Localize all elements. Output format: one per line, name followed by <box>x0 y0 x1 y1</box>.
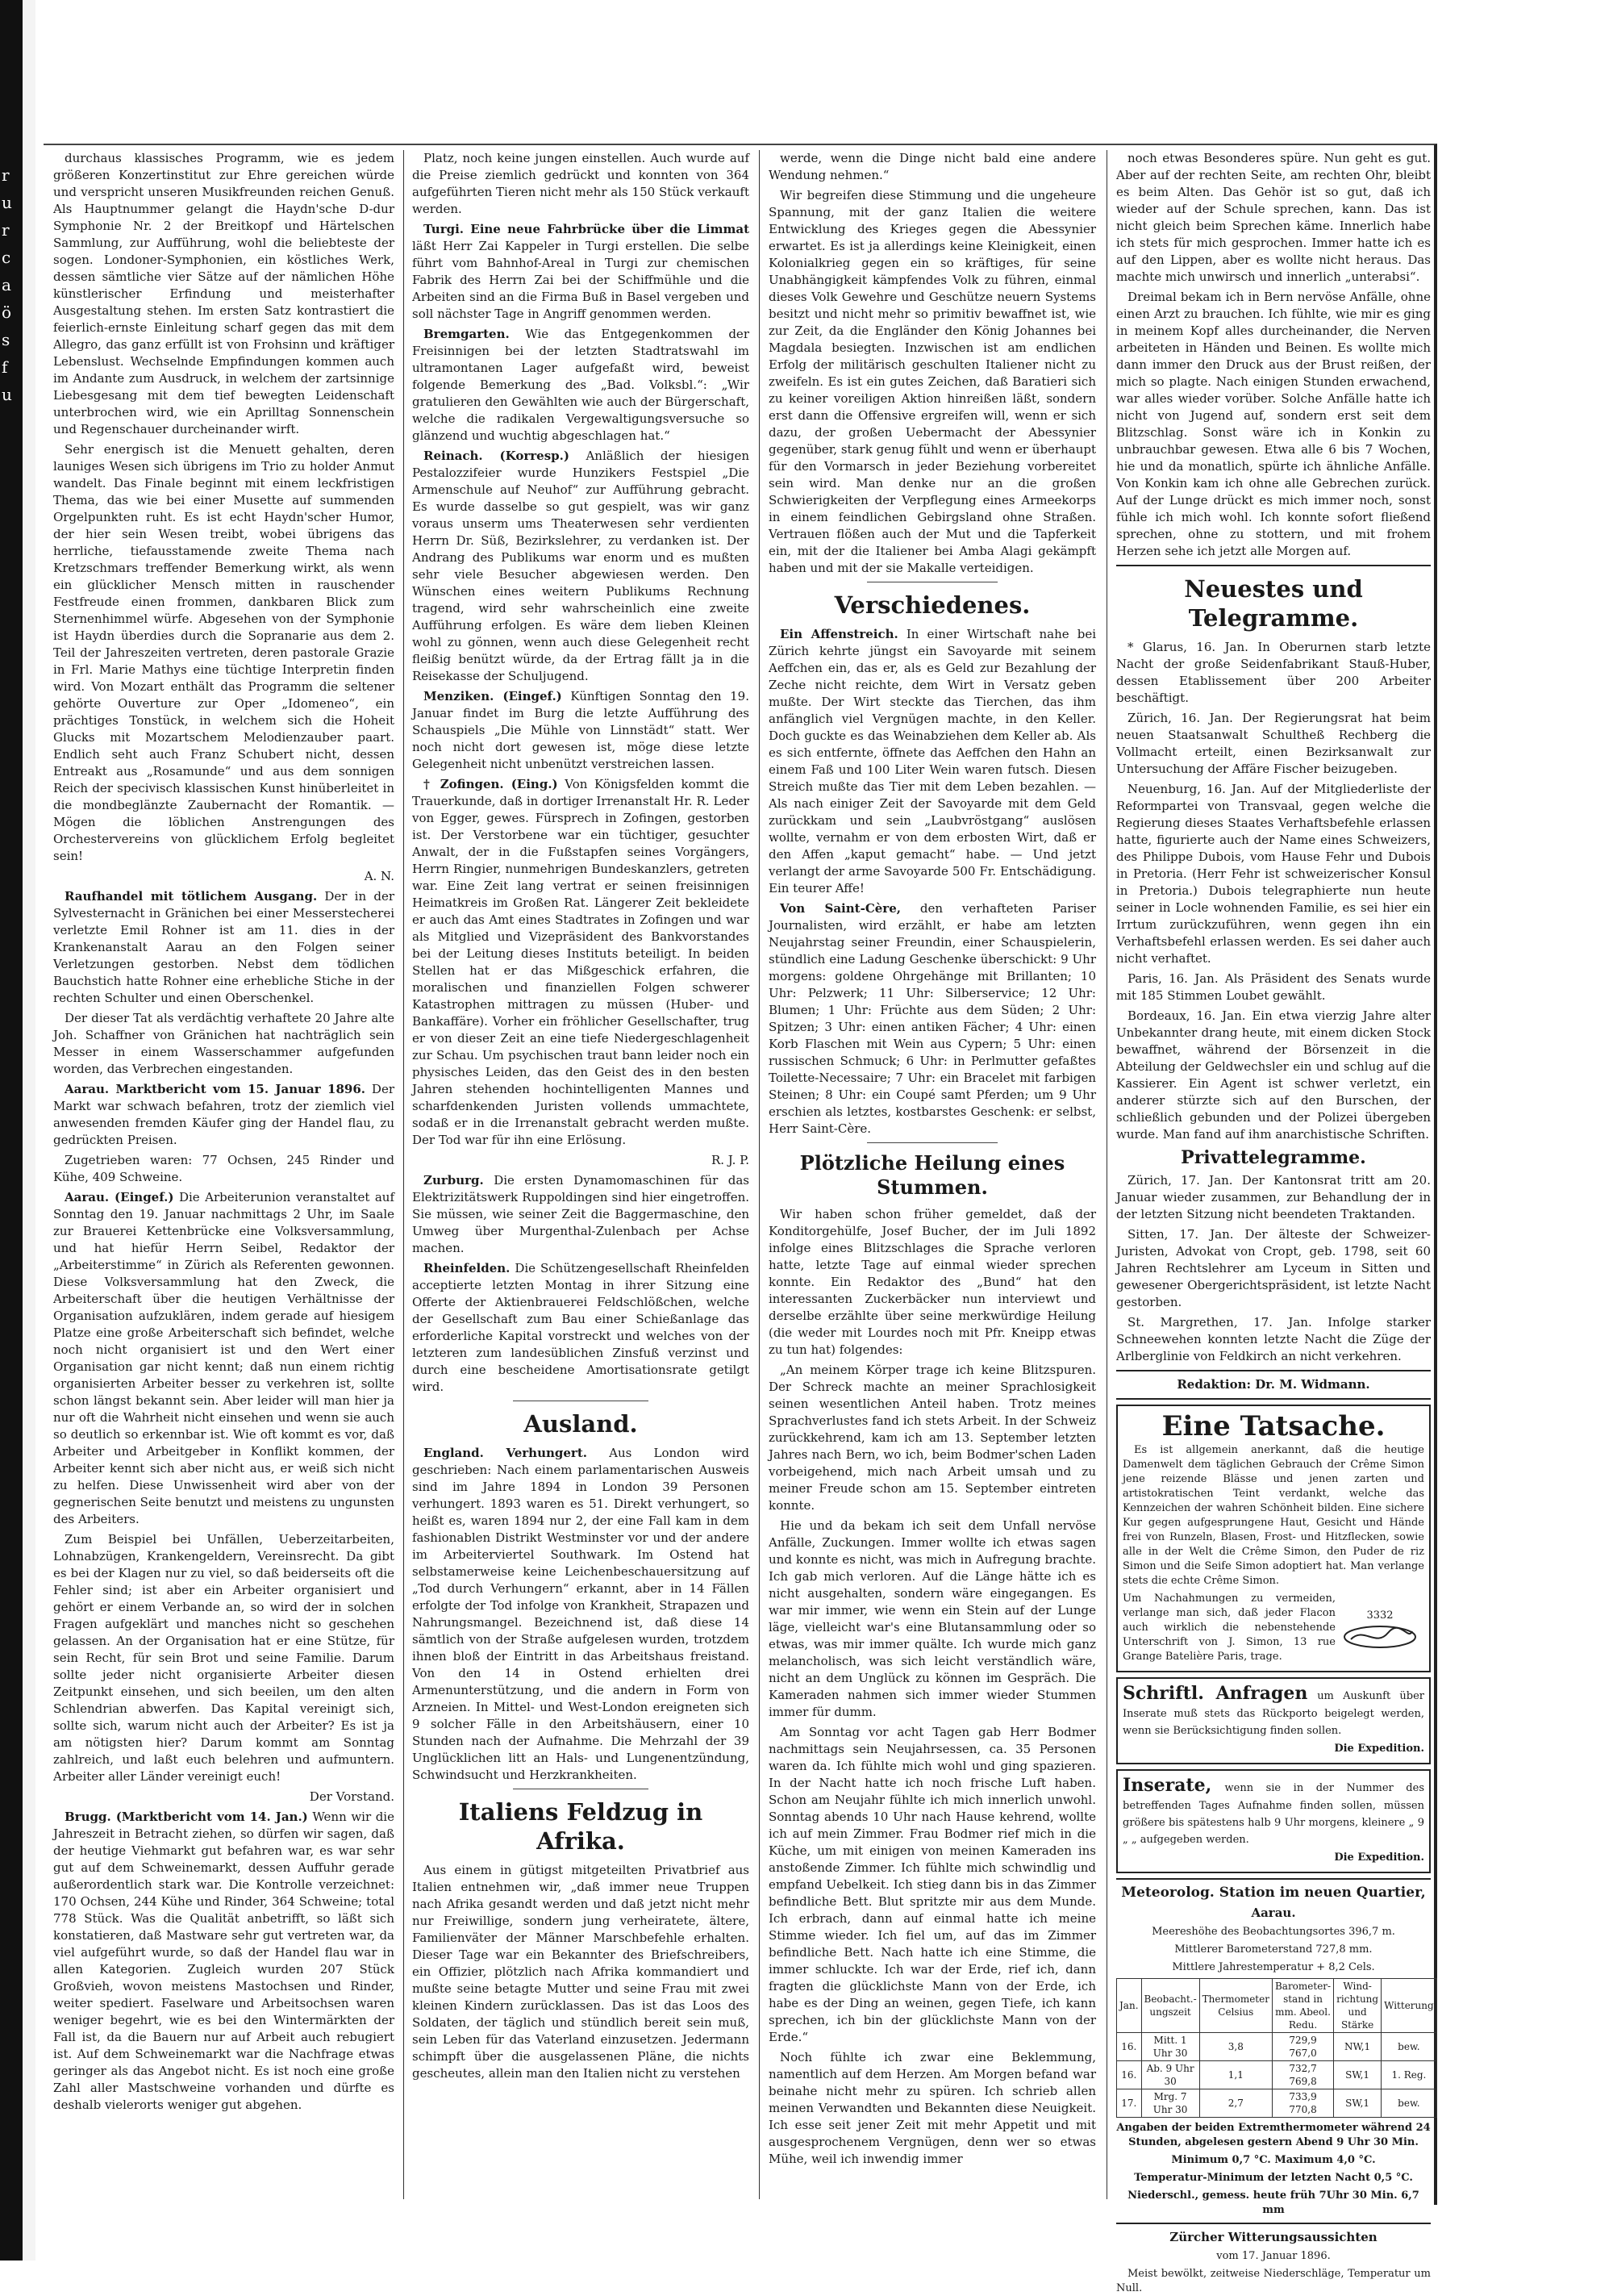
ad-schriftl-anfragen <box>1116 1677 1431 1764</box>
article-lead: Ein Affenstreich. <box>780 627 898 641</box>
article-paragraph <box>412 1172 749 1257</box>
article-paragraph <box>412 448 749 685</box>
telegram-item: Zürich, 16. Jan. Der Regierungsrat hat beim neuen Staatsanwalt Schultheß Rechberg die Vollmacht erteilt, einen Bezirksanwalt zur Untersuchung der Affäre Fischer beizugeben. <box>1116 711 1431 776</box>
article-lead: † Zofingen. (Eing.) <box>423 777 558 791</box>
weather-header-cell: Thermometer Celsius <box>1199 1979 1272 2033</box>
ad-eine-tatsache <box>1116 1405 1431 1672</box>
article-paragraph <box>53 1189 394 1528</box>
article-text: Die Arbeiterunion veranstaltet auf Sonntag den 19. Januar nachmittags 2 Uhr, im Saale zur Brauerei Kettenbrücke eine Volksversammlung, und hat hiefür Herrn Seibel, Redaktor der „Arbeiterstimme“ in Zürich als Referenten gewonnen. Diese Volksversammlung hat den Zweck, die Arbeiterschaft über die heutigen Verhältnisse der Organisation aufzuklären, indem gerade auf hiesigem Platze eine große Arbeiterschaft sich befindet, welche noch nicht organisiert ist und den Wert einer Organisation gar nicht kennt; daß nun einem richtig organisierten Arbeiter besser zu verkehren ist, sollte schon längst bekannt sein. Aber leider will man hier ja nur oft die Wahrheit nicht einsehen und wenn sie auch so deutlich so erkennbar ist. Wie oft kommt es vor, daß Arbeiter und Arbeitgeber in Konflikt kommen, der Arbeiter kennt sich aber nicht aus, er weiß sich nicht zu helfen. Diese Unwissenheit wird aber von der gegnerischen Seite benutzt und meistens zu ungunsten des Arbeiters. <box>53 1190 394 1526</box>
column-rule <box>403 150 404 2199</box>
article-paragraph: Platz, noch keine jungen einstellen. Auch wurde auf die Preise ziemlich gedrückt und konnten von 364 aufgeführten Tieren nicht mehr als 150 Stück verkauft werden. <box>412 151 749 216</box>
weather-cell: 16. <box>1117 2061 1142 2089</box>
article-paragraph <box>769 900 1096 1138</box>
article-paragraph <box>769 626 1096 897</box>
ad-signature: Die Expedition. <box>1334 1851 1424 1864</box>
article-paragraph: durchaus klassisches Programm, wie es jedem größeren Konzertinstitut zur Ehre gereichen würde und verspricht unseren Musikfreunden reichen Genuß. Als Hauptnummer gelangt die Haydn'sche D-dur Symphonie Nr. 2 der Breitkopf und Härtelschen Sammlung, zur Aufführung, wohl die beliebteste der sogen. Londoner-Symphonien, ein köstliches Werk, dessen sämtliche vier Sätze auf der nämlichen Höhe künstlerischer Erfindung und meisterhafter Ausgestaltung stehen. Im ersten Satz kontrastiert die feierlich-ernste Einleitung scharf gegen das mit dem Allegro, das ganz erfüllt ist von Frohsinn und kräftiger Lebenslust. Wechselnde Empfindungen kommen auch im Andante zum Ausdruck, in welchem der zartsinnige Liebesgesang mit dem tief bewegten Leidenschaft unterbrochen wird, wie ein Aprilltag Sonnenschein und Regenschauer durcheinander wirft. <box>53 151 394 436</box>
ad-title: Inserate, <box>1123 1775 1212 1796</box>
article-paragraph <box>412 688 749 773</box>
article-text: Die Schützengesellschaft Rheinfelden acceptierte letzten Montag in ihrer Sitzung eine Offerte der Aktienbrauerei Feldschlößchen, welche der Gesellschaft zum Bau einer Schießanlage das erforderliche Kapital vorstreckt und welches von der letzteren zum landesüblichen Zinsfuß verzinst und durch eine bescheidene Amortisationsrate getilgt wird. <box>412 1261 749 1394</box>
article-paragraph: Am Sonntag vor acht Tagen gab Herr Bodmer nachmittags sein Neujahrsessen, ca. 35 Personen waren da. Ich fühlte mich wohl und ging spazieren. In der Nacht hatte ich noch frische Luft haben. Schon am Neujahr fühlte ich mich innerlich unwohl. Sonntag abends 10 Uhr nach Hause kehrend, wollte ich auf mein Zimmer. Frau Bodmer rief mich in die Küche, um mit einigen von meinen Kameraden ins anstoßende Zimmer. Ich fühlte mich schwindlig und empfand Uebelkeit. Ich stieg dann bis in das Zimmer befindliche Bett. Blut spritzte mir aus dem Munde. Ich erbrach, dann auf einmal hatte ich meine Stimme wieder. Ich fiel um, auf das im Zimmer befindliche Bett. Nach hatte ich eine Stimme, die immer schluckte. Ich war der Erde, rief ich, dann fragten die glücklichste Mann von der Erde, ich habe es der Ding an weinen, gegen Tiefe, ich kann sprechen, ich bin der glücklichste Mann von der Erde.“ <box>769 1725 1096 2044</box>
article-signature: A. N. <box>364 869 394 883</box>
weather-line: Niederschl., gemess. heute früh 7Uhr 30 Min. 6,7 mm <box>1127 2190 1419 2216</box>
column-1 <box>48 150 399 2199</box>
weather-cell: 17. <box>1117 2089 1142 2118</box>
weather-line: Mittlerer Barometerstand 727,8 mm. <box>1174 1943 1373 1956</box>
article-paragraph: Hie und da bekam ich seit dem Unfall nervöse Anfälle, Zuckungen. Immer wollte ich etwas sagen und konnte es nicht, was mich in Aufregung brachte. Ich gab mich verloren. Auf die Länge hätte ich es nicht ausgehalten, sondern wäre eingegangen. Es war mir immer, wie wenn ein Stein auf der Lunge läge, vielleicht war's eine Blutansammlung oder so etwas, was mir immer quälte. Ich wurde mich ganz melancholisch, was sich leicht verständlich wäre, nicht an dem Unglück zu können im Gespräch. Die Kameraden nahmen sich immer wieder Stummen immer für dumm. <box>769 1518 1096 1719</box>
weather-cell: Ab. 9 Uhr 30 <box>1141 2061 1199 2089</box>
weather-table <box>1116 1978 1437 2118</box>
column-2 <box>407 150 754 2199</box>
section-heading-privat: Privattelegramme. <box>1181 1147 1366 1168</box>
telegram-item: Bordeaux, 16. Jan. Ein etwa vierzig Jahre alter Unbekannter drang heute, mit einem dicken Stock bewaffnet, während der Börsenzeit in die Abteilung der Geldwechsler ein und schlug auf die Kassierer. Ein Agent ist schwer verletzt, ein anderer stürzte sich auf den Burschen, der schließlich gebunden und der Polizei übergeben wurde. Man fand auf ihm anarchistische Schriften. <box>1116 1008 1431 1142</box>
section-heading-italy: Italiens Feldzug in Afrika. <box>458 1798 703 1855</box>
article-text: läßt Herr Zai Kappeler in Turgi erstellen. Die selbe führt vom Bahnhof-Areal in Turgi zur chemischen Fabrik des Herrn Zai bei der Schiffmühle und die Arbeiten sind an die Firma Buß in Basel vergeben und soll nächster Tage in Angriff genommen werden. <box>412 239 749 321</box>
section-heading-ausland: Ausland. <box>523 1410 638 1438</box>
ad-note: Um Nachahmungen zu vermeiden, verlange man sich, daß jeder Flacon auch wirklich die nebenstehende Unterschrift von J. Simon, 13 rue Grange Batelière Paris, trage. <box>1123 1593 1336 1663</box>
weather-title: Meteorolog. Station im neuen Quartier, <box>1121 1885 1426 1901</box>
signature-area <box>1336 1609 1424 1651</box>
article-paragraph: noch etwas Besonderes spüre. Nun geht es gut. Aber auf der rechten Seite, am rechten Ohr, bleibt es beim Alten. Das Gehör ist so gut, daß ich wieder auf der Schule sprechen, kann. Das ist nicht gleich beim Sprechen käme. Innerlich habe ich stets für mich gesprochen. Immer hatte ich es auf den Lippen, aber es wollte nicht heraus. Das machte mich unwirsch und innerlich „unterabsi“. <box>1116 151 1431 284</box>
weather-cell: 733,9 770,8 <box>1272 2089 1333 2118</box>
column-rule <box>759 150 760 2199</box>
article-paragraph: Dreimal bekam ich in Bern nervöse Anfälle, ohne einen Arzt zu brauchen. Ich fühlte, wie mir es ging in meinem Kopf alles durcheinander, die Nerven arbeiteten in Händen und Beinen. Es wollte mich dann immer den Druck aus der Brust reißen, der mich so plagte. Nach einigen Stunden erwachend, war alles wieder vorüber. Solche Anfälle hatte ich nicht von Jugend auf, sondern erst seit dem Blitzschlag. Sonst wäre ich in Konkin zu unbrauchbar gewesen. Etwa alle 6 bis 7 Wochen, hie und da monatlich, spürte ich ähnliche Anfälle. Von Konkin kam ich ohne alle Gebrechen zurück. Auf der Lunge drückt es mich immer noch, sonst fühle ich mich wohl. Ich konnte sofort fließend sprechen, ohne zu stottern, und mit frohem Herzen sehe ich jetzt alle Morgen auf. <box>1116 290 1431 558</box>
article-lead: England. Verhungert. <box>423 1446 587 1460</box>
article-text: Der in der Sylvesternacht in Gränichen bei einer Messerstecherei verletzte Emil Rohner ist am 11. dies in der Krankenanstalt Aarau an den Folgen seiner Verletzungen gestorben. Nebst dem tödlichen Bauchstich hatte Rohner eine erhebliche Stiche in der rechten Schulter und einen Oberschenkel. <box>53 889 394 1005</box>
article-lead: Aarau. Marktbericht vom 15. Januar 1896. <box>65 1082 365 1096</box>
telegram-item: * Glarus, 16. Jan. In Oberurnen starb letzte Nacht der große Seidenfabrikant Stauß-Huber, dessen Etablissement über 200 Arbeiter beschäftigt. <box>1116 640 1431 705</box>
article-paragraph <box>412 1260 749 1396</box>
article-paragraph <box>412 326 749 445</box>
telegram-item: Neuenburg, 16. Jan. Auf der Mitgliederliste der Reformpartei von Transvaal, gegen welche die Regierung dieses Staates Verhaftsbefehle erlassen hatte, figurierte auch der Name eines Schweizers, des Philippe Dubois, vom Hause Fehr und Dubois in Pretoria. (Herr Fehr ist schweizerischer Konsul in Pretoria.) Dubois telegraphierte nun heute seiner in Locle wohnenden Familie, es sei hier ein Irrtum zurückzuführen, wenn gegen ihn ein Verhaftsbefehl erlassen werden. Es sei daher auch nicht verhaftet. <box>1116 782 1431 966</box>
ad-number: 3332 <box>1366 1609 1394 1622</box>
article-signature: Der Vorstand. <box>309 1789 394 1804</box>
article-paragraph: Zum Beispiel bei Unfällen, Ueberzeitarbeiten, Lohnabzügen, Krankengeldern, Vereinsrecht. Da gibt es bei der Klagen nur zu viel, so daß beiderseits oft die Fehler sind; ist aber ein Arbeiter organisiert und gehört er einem Verbande an, so wird der in solchen Fragen aufgeklärt und manches nicht so geschehen gelassen. An der Organisation hat er eine Stütze, für sein Recht, für sein Brot und seine Familie. Darum sollte jeder nicht organisierte Arbeiter diesen Zeitpunkt einsehen, und sich beeilen, um den alten Schlendrian abwerfen. Das Kapital vereinigt sich, sollte sich, warum nicht auch der Arbeiter? Es ist ja am nötigsten hier? Darum kommt am Sonntag zahlreich, und laßt euch belehren und aufmuntern. Arbeiter aller Länder vereinigt euch! <box>53 1532 394 1784</box>
article-paragraph: Der dieser Tat als verdächtig verhaftete 20 Jahre alte Joh. Schaffner von Gränichen hat nachträglich sein Messer in einem Wasserschammer aufgefunden worden, das Verbrechen eingestanden. <box>53 1011 394 1076</box>
weather-cell: 2,7 <box>1199 2089 1272 2118</box>
weather-row <box>1117 2061 1437 2089</box>
article-lead: Zurburg. <box>423 1173 484 1188</box>
article-paragraph <box>53 1809 394 2114</box>
section-heading-verschiedenes: Verschiedenes. <box>834 591 1031 619</box>
weather-cell: SW,1 <box>1334 2061 1382 2089</box>
article-paragraph: Noch fühlte ich zwar eine Beklemmung, namentlich auf dem Herzen. Am Morgen befand war beinahe nicht mehr zu spüren. Ich schrieb allen meinen Verwandten und Bekannten diese Neuigkeit. Ich esse seit jener Zeit mit mehr Appetit und mit ausgesprochenem Vergnügen, denn wer so etwas Mühe, weil ich inwendig immer <box>769 2050 1096 2166</box>
article-paragraph: Zugetrieben waren: 77 Ochsen, 245 Rinder und Kühe, 409 Schweine. <box>53 1153 394 1184</box>
weather-cell: 1. Reg. <box>1382 2061 1437 2089</box>
article-paragraph: Wir haben schon früher gemeldet, daß der Konditorgehülfe, Josef Bucher, der im Juli 1892 infolge eines Blitzschlages die Sprache verloren hatte, letzte Tage auf einmal wieder sprechen konnte. Ein Redaktor des „Bund“ hat den interessanten Zuckerbäcker nun interviewt und derselbe erzählte über seine merkwürdige Heilung (die weder mit Lourdes noch mit Pfr. Kneipp etwas zu tun hat) folgendes: <box>769 1207 1096 1357</box>
ad-title: Schriftl. Anfragen <box>1123 1683 1308 1704</box>
weather-line: Mittlere Jahrestemperatur + 8,2 Cels. <box>1172 1961 1375 1973</box>
article-text: Aus London wird geschrieben: Nach einem parlamentarischen Ausweis sind im Jahre 1894 in London 39 Personen verhungert. 1893 waren es 51. Direkt verhungert, so heißt es, waren 1894 nur 2, der eine Fall kam in dem fashionablen Distrikt Westminster vor und der andere im Arbeiterviertel Southwark. Im Ostend hat selbstamerweise keine Leichenbeschauersitzung auf „Tod durch Verhungern“ erkannt, aber in 14 Fällen erfolgte der Tod infolge von Krankheit, Strapazen und Nahrungsmangel. Bezeichnend ist, daß diese 14 sämtlich von der Straße aufgelesen wurden, trotzdem ihnen bloß der Eintritt in das Arbeitshaus freistand. Von den 14 in Ostend erhielten drei Armenunterstützung, und die andern in Form von Arzneien. In Mittel- und West-London ereigneten sich 9 solcher Fälle in den Arbeitshäusern, einer 10 Stunden nach der Aufnahme. Die Mehrzahl der 39 Unglücklichen litt an Hals- und Lungenentzündung, Schwindsucht und Herzkrankheiten. <box>412 1446 749 1782</box>
weather-table-body <box>1117 2033 1437 2118</box>
section-heading-heilung: Plötzliche Heilung eines Stummen. <box>799 1151 1065 1199</box>
article-lead: Turgi. Eine neue Fahrbrücke über die Limmat <box>423 222 749 236</box>
article-text: In einer Wirtschaft nahe bei Zürich kehrte jüngst ein Savoyarde mit seinem Aeffchen ein, das er, als es Geld zur Bezahlung der Zeche nicht reichte, dem Wirt in Versatz geben mußte. Der Wirt steckte das Tierchen, das ihm anfänglich viel Vergnügen machte, in den Keller. Doch guckte es das Weinabziehen dem Keller ab. Als es sich entfernte, öffnete das Aeffchen den Hahn an einem Faß und 100 Liter Wein waren futsch. Diesen Streich mußte das Tier mit dem Leben bezahlen. — Als nach einiger Zeit der Savoyarde mit dem Geld zurückkam und sein „Laubvröstgang“ auslösen wollte, vernahm er von dem erbosten Wirt, daß er den Affen „kaput gemacht“ habe. — Und jetzt verlangt der arme Savoyarde 500 Fr. Entschädigung. Ein teurer Affe! <box>769 627 1096 895</box>
article-paragraph <box>53 1081 394 1149</box>
article-lead: Brugg. (Marktbericht vom 14. Jan.) <box>65 1810 308 1824</box>
ad-text: Es ist allgemein anerkannt, daß die heutige Damenwelt dem täglichen Gebrauch der Crême Simon jene reizende Blässe und jenen zarten und artistokratischen Teint verdankt, welche das Kennzeichen der wahren Schönheit bilden. Eine sichere Kur gegen aufgesprungene Haut, Gesicht und Hände frei von Runzeln, Blasen, Frost- und Hitzflecken, sowie alle in der Welt die Crême Simon, den Puder de riz Simon und die Seife Simon adoptiert hat. Man verlange stets die echte Crême Simon. <box>1123 1444 1424 1587</box>
section-heading-neuestes: Neuestes und Telegramme. <box>1184 575 1363 632</box>
ad-text: wenn sie in der Nummer des betreffenden Tages Aufnahme finden sollen, müssen größere bis spätestens halb 9 Uhr morgens, kleinere „ 9 „ „ aufgegeben werden. <box>1123 1782 1424 1846</box>
telegram-item: Sitten, 17. Jan. Der älteste der Schweizer-Juristen, Advokat von Cropt, geb. 1798, seit 60 Jahren Rechtslehrer am Lyceum in Sitten und gewesener Obergerichtspräsident, ist letzte Nacht gestorben. <box>1116 1227 1431 1309</box>
signature-icon <box>1340 1623 1420 1651</box>
article-lead: Raufhandel mit tötlichem Ausgang. <box>65 889 318 904</box>
article-paragraph <box>53 888 394 1007</box>
scan-edge <box>0 0 23 2261</box>
article-text: Künftigen Sonntag den 19. Januar findet im Burg die letzte Aufführung des Schauspiels „Die Mühle von Linnstädt“ statt. Wer noch nicht dort gewesen ist, möge diese letzte Gelegenheit nicht unbenützt verstreichen lassen. <box>412 689 749 771</box>
section-divider <box>1116 1398 1431 1400</box>
ad-inserate <box>1116 1769 1431 1873</box>
weather-cell: 1,1 <box>1199 2061 1272 2089</box>
weather-row <box>1117 2033 1437 2061</box>
weather-header-cell: Beobacht.-ungszeit <box>1141 1979 1199 2033</box>
article-paragraph: „An meinem Körper trage ich keine Blitzspuren. Der Schreck machte an meiner Sprachlosigkeit seinen wesentlichen Anteil haben. Trotz meines Sprachverlustes fand ich stets Arbeit. In der Schweiz zurückkehrend, kam ich am 13. September letzten Jahres nach Bern, wo ich, beim Bodmer'schen Laden vorbeigehend, mich nach Arbeit umsah und zu meiner Freude schon am 15. September eintreten konnte. <box>769 1363 1096 1513</box>
telegram-item: St. Margrethen, 17. Jan. Infolge starker Schneewehen konnten letzte Nacht die Züge der Arlberglinie von Feldkirch an nicht verkehren. <box>1116 1315 1431 1363</box>
redaktion-line: Redaktion: Dr. M. Widmann. <box>1177 1377 1370 1392</box>
weather-cell: Mrg. 7 Uhr 30 <box>1141 2089 1199 2118</box>
article-paragraph: Wir begreifen diese Stimmung und die ungeheure Spannung, mit der ganz Italien die weitere Entwicklung des Krieges gegen die Abessynier erwartet. Es ist ja allerdings keine Kleinigkeit, einen Kolonialkrieg gegen ein so kräftiges, für seine Unabhängigkeit kämpfendes Volk zu führen, einmal dieses Volk Gewehre und Geschütze neuern Systems besitzt und nicht mehr so primitiv bewaffnet ist, wie zur Zeit, da die Engländer den König Johannes bei Magdala besiegten. Inzwischen ist am endlichen Erfolg der militärisch geschulten Italiener nicht zu zweifeln. Es ist ein gutes Zeichen, daß Baratieri sich zu keiner voreiligen Aktion hinreißen läßt, sondern erst dann die Offensive ergreifen will, wenn er sich dazu, der großen Uebermacht der Abessynier gegenüber, stark genug fühlt und wenn er überhaupt für den Vormarsch in jeder Beziehung vorbereitet sein wird. Man denke nur an die großen Schwierigkeiten der Verpflegung eines Armeekorps in einem feindlichen Gebirgsland ohne Straßen. Vertrauen flößen auch der Mut und die Tapferkeit ein, mit der die Italiener bei Amba Alagi gekämpft haben und mit der sie Makalle verteidigen. <box>769 188 1096 575</box>
weather-cell: 16. <box>1117 2033 1142 2061</box>
telegram-item: Zürich, 17. Jan. Der Kantonsrat tritt am 20. Januar wieder zusammen, zur Behandlung der in der letzten Sitzung nicht beendeten Traktanden. <box>1116 1173 1431 1221</box>
weather-city: Aarau. <box>1251 1906 1296 1920</box>
column-3 <box>764 150 1101 2199</box>
article-text: Die ersten Dynamomaschinen für das Elektrizitätswerk Ruppoldingen sind hier eingetroffen. Sie müssen, wie seiner Zeit die Baggermaschine, den Umweg über Murgenthal-Zulenbach per Achse machen. <box>412 1173 749 1255</box>
article-lead: Bremgarten. <box>423 327 510 341</box>
weather-line: Minimum 0,7 °C. Maximum 4,0 °C. <box>1171 2154 1376 2166</box>
section-divider <box>1116 1878 1431 1880</box>
article-paragraph <box>412 776 749 1149</box>
section-divider <box>1116 1370 1431 1371</box>
weather-header-cell: Witterung <box>1382 1979 1437 2033</box>
forecast-date: vom 17. Januar 1896. <box>1216 2250 1331 2262</box>
article-paragraph: Sehr energisch ist die Menuett gehalten, deren launiges Wesen sich übrigens im Trio zu holder Anmut wandelt. Das Finale beginnt mit einem leckfristigen Thema, das wie bei einer Musette auf summenden Orgelpunkten ruht. Es ist echt Haydn'scher Humor, der hier sein Wesen treibt, wobei übrigens das herrliche, tiefausstamende zweite Thema nach Kretzschmars treffender Bemerkung wirkt, als wenn ein glücklicher Mensch mitten in rauschender Festfreude einen frommen, dankbaren Blick zum Sternenhimmel würfe. Abgesehen von der Symphonie ist Haydn überdies durch die Sopranarie aus dem 2. Teil der Jahreszeiten vertreten, deren pastorale Grazie in Frl. Marie Mathys eine tüchtige Interpretin finden wird. Von Mozart enthält das Programm die seltener gehörte Ouverture zur Oper „Idomeneo“, ein prächtiges Tonstück, in welchem sich die Hoheit Glucks mit Mozartschem Melodienzauber paart. Endlich seht auch Franz Schubert nicht, dessen Entreakt aus „Rosamunde“ und aus dem sonnigen Reich der specivisch klassischen Kunst hinüberleitet in die mondbeglänzte Zaubernacht der Romantik. — Mögen die löblichen Anstrengungen des Orchestervereins von glücklichem Erfolg begleitet sein! <box>53 442 394 863</box>
ad-title: Eine Tatsache. <box>1161 1410 1386 1442</box>
article-signature: R. J. P. <box>711 1153 749 1167</box>
ad-text: um Auskunft über Inserate muß stets das Rückporto beigelegt werden, wenn sie Berücksichtigung finden sollen. <box>1123 1690 1424 1737</box>
ad-signature: Die Expedition. <box>1334 1743 1424 1755</box>
weather-header-cell: Barometer-stand in mm. Abeol. Redu. <box>1272 1979 1333 2033</box>
weather-cell: 729,9 767,0 <box>1272 2033 1333 2061</box>
weather-cell: SW,1 <box>1334 2089 1382 2118</box>
column-4 <box>1111 150 1436 2294</box>
weather-cell: bew. <box>1382 2033 1437 2061</box>
article-text: Wenn wir die Jahreszeit in Betracht ziehen, so dürfen wir sagen, daß der heutige Viehmarkt gut befahren war, es war sehr gut auf dem Schweinemarkt, dessen Auffuhr gerade außerordentlich stark war. Die Kontrolle verzeichnet: 170 Ochsen, 244 Kühe und Rinder, 364 Schweine; total 778 Stück. Was die Qualität anbetrifft, so läßt sich konstatieren, daß Mastware sehr gut vertreten war, da viel aufgeführt wurde, so daß der Handel flau war in allen Kategorien. Zugleich wurden 207 Stück Großvieh, wovon meistens Mastochsen und Rinder, weiter spediert. Faselware und Arbeitsochsen waren weniger begehrt, wie es bei den Wintermärkten der Fall ist, da die Bauern nur auf Arbeit auch rebugiert ist. Auf dem Schweinemarkt war die Nachfrage etwas geringer als das Angebot nicht. Es ist noch eine große Zahl aller Mastschweine vorhanden und dürfte es deshalb vielerorts weniger gut abgehen. <box>53 1810 394 2112</box>
article-paragraph <box>412 1445 749 1784</box>
ad-paragraph <box>1123 1682 1424 1739</box>
weather-header-cell: Jan. <box>1117 1979 1142 2033</box>
article-lead: Von Saint-Cère, <box>780 901 901 916</box>
weather-cell: NW,1 <box>1334 2033 1382 2061</box>
article-paragraph <box>412 221 749 323</box>
article-paragraph: Aus einem in gütigst mitgeteilten Privatbrief aus Italien entnehmen wir, „daß immer neue Truppen nach Afrika gesandt werden und daß jetzt nicht mehr nur Freiwillige, sondern jung verheiratete, ältere, Familienväter der Männer Marschbefehle erhalten. Dieser Tage war ein Bekannter des Briefschreibers, ein Offizier, plötzlich nach Afrika kommandiert und mußte seine betagte Mutter und seine Frau mit zwei kleinen Kindern zurücklassen. Das ist das Loos des Soldaten, der täglich und stündlich bereit sein muß, sein Leben für das Vaterland einzusetzen. Jedermann schimpft über die ausgelassenen Pläne, die nichts gescheutes, allein man den Italien nicht zu verstehen <box>412 1863 749 2081</box>
weather-cell: bew. <box>1382 2089 1437 2118</box>
weather-cell: 732,7 769,8 <box>1272 2061 1333 2089</box>
section-divider <box>1116 565 1431 566</box>
article-text: Anläßlich der hiesigen Pestalozzifeier wurde Hunzikers Festspiel „Die Armenschule auf Neuhof“ zur Aufführung gebracht. Es wurde dasselbe so gut gespielt, was wir ganz voraus unserm ums Theaterwesen sehr verdienten Herrn Dr. Süß, Bezirkslehrer, zu verdanken ist. Der Andrang des Publikums war enorm und es mußten sehr viele Besucher abgewiesen werden. Den Wünschen eines weitern Publikums Rechnung tragend, wird sehr wahrscheinlich eine zweite Aufführung erfolgen. Es wäre dem lieben Kleinen wohl zu gönnen, wenn auch diese Gelegenheit recht fleißig benützt würde, da der Ertrag fällt ja in die Reisekasse der Schuljugend. <box>412 449 749 683</box>
article-text: Der Markt war schwach befahren, trotz der ziemlich viel anwesenden fremden Käufer ging der Handel flau, zu gedrückten Preisen. <box>53 1082 394 1147</box>
weather-station <box>1116 1885 1434 2296</box>
telegram-item: Paris, 16. Jan. Als Präsident des Senats wurde mit 185 Stimmen Loubet gewählt. <box>1116 971 1431 1003</box>
article-text: Von Königsfelden kommt die Trauerkunde, daß in dortiger Irrenanstalt Hr. R. Leder von Egger, gewes. Fürsprech in Zofingen, gestorben ist. Der Verstorbene war ein tüchtiger, gesuchter Anwalt, der in die Fußstapfen seines Vorgängers, Herrn Ringier, nunmehrigen Bundeskanzlers, getreten war. Eine Zeit lang vertrat er seinen freisinnigen Heimatkreis im Großen Rat. Längerer Zeit bekleidete er auch das Amt eines Stadtrates in Zofingen und war als Mitglied und Vizepräsident des Bankvorstandes bei der Leitung dieses Instituts beteiligt. In beiden Stellen hat er das Mißgeschick erfahren, die moralischen und finanziellen Folgen schwerer Katastrophen mittragen zu müssen (Huber- und Bankaffäre). Vorher ein fröhlicher Gesellschafter, trug er von dieser Zeit an eine tiefe Niedergeschlagenheit zur Schau. Um psychischen traut bann leider noch ein physisches Leiden, das den Geist des in den besten Jahren stehenden hochintelligenten Mannes und scharfdenkenden Juristen vollends ummachtete, sodaß er in die Irrenanstalt gebracht werden mußte. Der Tod war für ihn eine Erlösung. <box>412 777 750 1147</box>
forecast-text: Meist bewölkt, zeitweise Niederschläge, Temperatur um Null. <box>1116 2268 1431 2294</box>
ad-paragraph <box>1123 1774 1424 1847</box>
forecast-title: Zürcher Witterungsaussichten <box>1169 2230 1378 2244</box>
article-lead: Rheinfelden. <box>423 1261 511 1275</box>
edge-glyphs-icon: r u r c a ö s f u <box>2 165 12 404</box>
article-text: Wie das Entgegenkommen der Freisinnigen bei der letzten Stadtratswahl im ultramontanen Lager aufgefaßt wird, beweist folgende Bemerkung des „Bad. Volksbl.“: „Wir gratulieren den Gewählten wie auch der Bürgerschaft, welche die radikalen Vergewaltigungsversuche so glänzend und wuchtig abgeschlagen hat.“ <box>412 327 749 443</box>
weather-header-cell: Wind-richtung und Stärke <box>1334 1979 1382 2033</box>
article-lead: Menziken. (Eingef.) <box>423 689 562 703</box>
article-text: den verhafteten Pariser Journalisten, wird erzählt, er habe am letzten Neujahrstag seiner Freundin, einer Schauspielerin, stündlich eine Ladung Geschenke überschickt: 9 Uhr morgens: goldene Ohrgehänge mit Brillanten; 10 Uhr: Pelzwerk; 11 Uhr: Silberservice; 12 Uhr: Blumen; 1 Uhr: Früchte aus dem Süden; 2 Uhr: Spitzen; 3 Uhr: einen antiken Fächer; 4 Uhr: einen Korb Flaschen mit Wein aus Cypern; 5 Uhr: einen russischen Schmuck; 6 Uhr: in Perlmutter gefaßtes Toilette-Necessaire; 7 Uhr: ein Bracelet mit farbigen Steinen; 8 Uhr: ein Coupé samt Pferden; um 9 Uhr erschien als letztes, kostbarstes Geschenk: er selbst, Herr Saint-Cère. <box>769 901 1096 1136</box>
weather-table-header <box>1117 1979 1437 2033</box>
section-divider <box>867 1142 998 1143</box>
scan-gutter <box>23 0 35 2261</box>
weather-line: Meereshöhe des Beobachtungsortes 396,7 m. <box>1152 1926 1395 1938</box>
weather-line: Angaben der beiden Extremthermometer während 24 Stunden, abgelesen gestern Abend 9 Uhr 30 Min. <box>1116 2122 1431 2148</box>
section-divider <box>1116 2223 1431 2224</box>
weather-row <box>1117 2089 1437 2118</box>
weather-cell: Mitt. 1 Uhr 30 <box>1141 2033 1199 2061</box>
article-lead: Aarau. (Eingef.) <box>65 1190 174 1204</box>
article-lead: Reinach. (Korresp.) <box>423 449 569 463</box>
article-paragraph: werde, wenn die Dinge nicht bald eine andere Wendung nehmen.“ <box>769 151 1096 182</box>
weather-line: Temperatur-Minimum der letzten Nacht 0,5 °C. <box>1134 2172 1413 2184</box>
weather-cell: 3,8 <box>1199 2033 1272 2061</box>
